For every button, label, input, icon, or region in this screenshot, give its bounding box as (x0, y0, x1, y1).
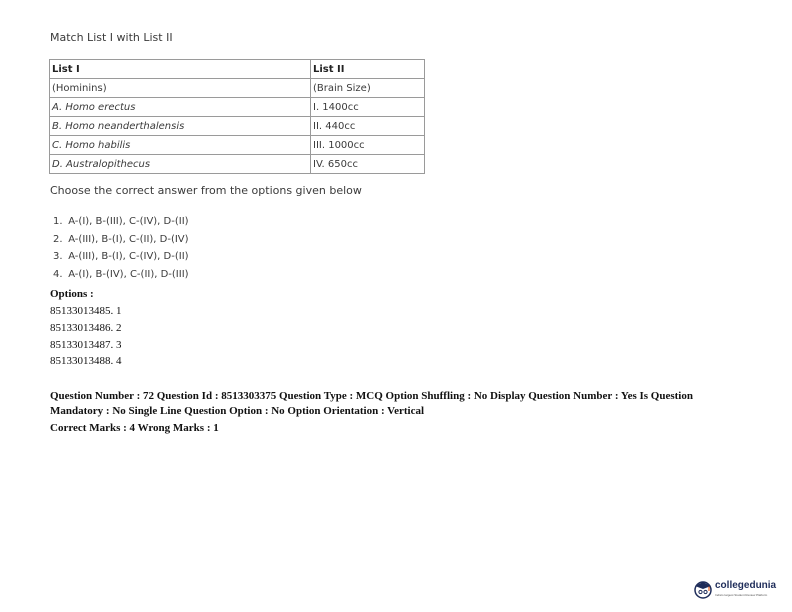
option-id-row: 85133013487. 3 (50, 338, 122, 351)
answer-number: 3. (53, 251, 63, 262)
list-one-header: List I (50, 60, 311, 79)
match-table (49, 59, 425, 174)
options-title: Options : (50, 288, 94, 300)
table-subheader-row (50, 79, 425, 98)
list-one-item: A. Homo erectus (50, 98, 311, 117)
list-one-item: B. Homo neanderthalensis (50, 117, 311, 136)
table-row (50, 136, 425, 155)
answer-text: A-(III), B-(I), C-(II), D-(IV) (68, 233, 189, 245)
list-one-item: C. Homo habilis (50, 136, 311, 155)
options-block (50, 286, 122, 370)
table-row (50, 117, 425, 136)
list-two-item: I. 1400cc (311, 98, 425, 117)
question-meta-line: Question Number : 72 Question Id : 8513303375 Question Type : MCQ Option Shuffling : No Display Question Number : Yes Is Question Mandatory : No Single Line Question Option : No Option Orientation : Vertical (50, 390, 693, 417)
answer-list (53, 213, 189, 283)
list-one-subheader: (Hominins) (50, 79, 311, 98)
logo-brand: collegedunia (715, 580, 777, 591)
answer-number: 4. (53, 268, 63, 280)
list-one-item: D. Australopithecus (50, 155, 311, 174)
answer-number: 2. (53, 233, 63, 245)
question-intro: Match List I with List II (50, 31, 173, 44)
answer-text: A-(III), B-(I), C-(IV), D-(II) (68, 251, 189, 262)
marks-line: Correct Marks : 4 Wrong Marks : 1 (50, 422, 219, 434)
list-two-item: III. 1000cc (311, 136, 425, 155)
answer-choice (53, 213, 189, 231)
table-row (50, 98, 425, 117)
question-metadata (50, 389, 730, 436)
answer-choice (53, 231, 189, 249)
answer-choice (53, 266, 189, 284)
option-id-row: 85133013488. 4 (50, 355, 122, 368)
list-two-header: List II (311, 60, 425, 79)
question-instruction: Choose the correct answer from the options given below (50, 184, 362, 197)
graduate-cap-icon (693, 579, 713, 599)
answer-text: A-(I), B-(III), C-(IV), D-(II) (68, 216, 189, 227)
collegedunia-logo (693, 576, 785, 604)
list-two-item: II. 440cc (311, 117, 425, 136)
logo-tagline: India's largest Student Review Platform (715, 593, 768, 597)
list-two-item: IV. 650cc (311, 155, 425, 174)
list-two-subheader: (Brain Size) (311, 79, 425, 98)
answer-choice (53, 248, 189, 266)
table-header-row (50, 60, 425, 79)
option-id-row: 85133013486. 2 (50, 321, 122, 334)
answer-number: 1. (53, 216, 63, 227)
answer-text: A-(I), B-(IV), C-(II), D-(III) (68, 268, 189, 280)
table-row (50, 155, 425, 174)
option-id-row: 85133013485. 1 (50, 305, 122, 317)
